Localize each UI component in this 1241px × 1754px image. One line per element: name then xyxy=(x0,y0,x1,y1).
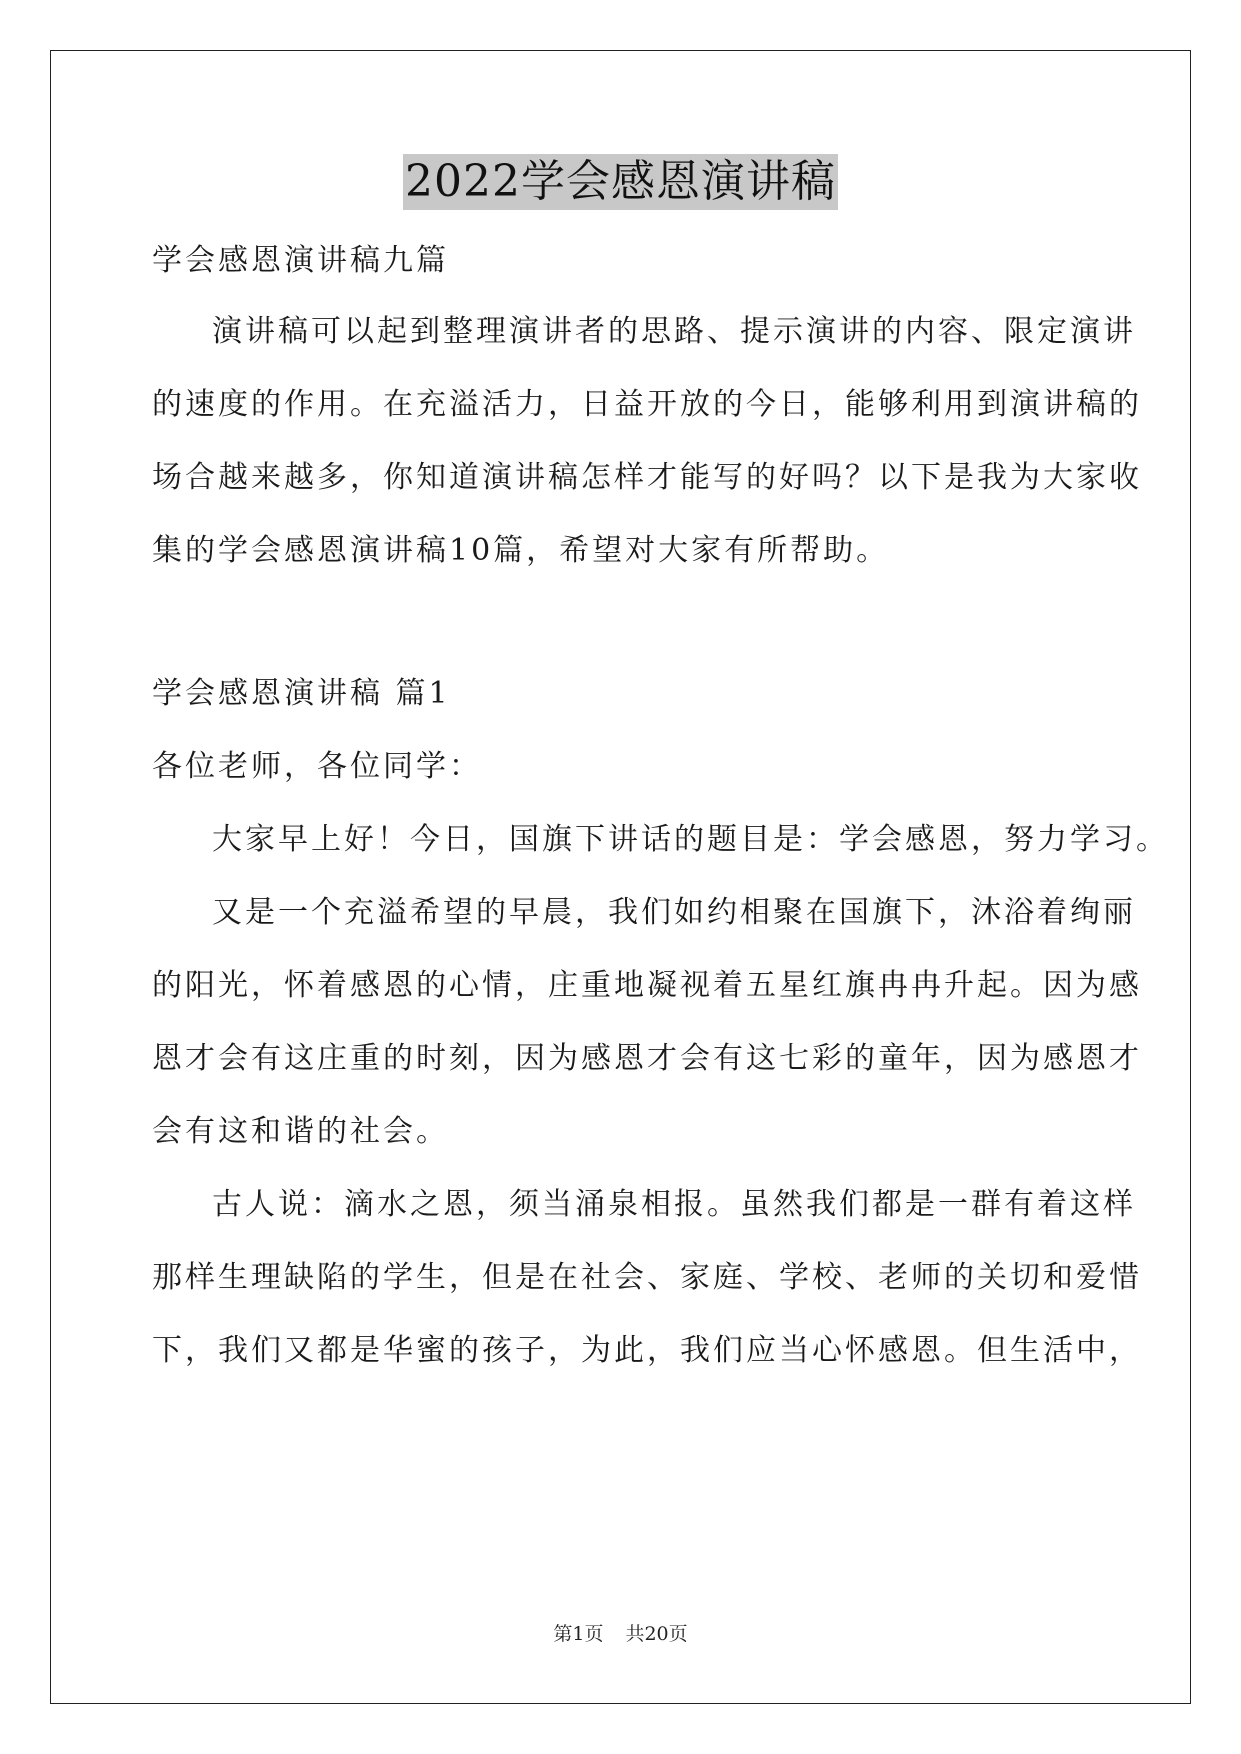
paragraph-line: 集的学会感恩演讲稿10篇，希望对大家有所帮助。 xyxy=(152,533,890,568)
title-container xyxy=(0,154,1241,210)
paragraph-line: 古人说：滴水之恩，须当涌泉相报。虽然我们都是一群有着这样 xyxy=(212,1187,1136,1222)
paragraph-line: 会有这和谐的社会。 xyxy=(152,1114,449,1149)
paragraph-line: 的阳光，怀着感恩的心情，庄重地凝视着五星红旗冉冉升起。因为感 xyxy=(152,968,1142,1003)
subtitle-line: 学会感恩演讲稿九篇 xyxy=(152,243,449,278)
paragraph-line: 恩才会有这庄重的时刻，因为感恩才会有这七彩的童年，因为感恩才 xyxy=(152,1041,1142,1076)
paragraph-line: 下，我们又都是华蜜的孩子，为此，我们应当心怀感恩。但生活中， xyxy=(152,1333,1142,1368)
page-number: 第1页 xyxy=(553,1623,604,1645)
section-heading: 学会感恩演讲稿 篇1 xyxy=(152,676,451,711)
page-border xyxy=(50,50,1191,1704)
salutation-line: 各位老师，各位同学： xyxy=(152,749,482,784)
document-title: 2022学会感恩演讲稿 xyxy=(403,154,838,210)
paragraph-line: 那样生理缺陷的学生，但是在社会、家庭、学校、老师的关切和爱惜 xyxy=(152,1260,1142,1295)
paragraph-line: 演讲稿可以起到整理演讲者的思路、提示演讲的内容、限定演讲 xyxy=(212,314,1136,349)
page-footer xyxy=(0,1622,1241,1646)
page-total: 共20页 xyxy=(625,1623,688,1645)
paragraph-line: 的速度的作用。在充溢活力，日益开放的今日，能够利用到演讲稿的 xyxy=(152,387,1142,422)
paragraph-line: 又是一个充溢希望的早晨，我们如约相聚在国旗下，沐浴着绚丽 xyxy=(212,895,1136,930)
paragraph-line: 大家早上好！今日，国旗下讲话的题目是：学会感恩，努力学习。 xyxy=(212,822,1169,857)
paragraph-line: 场合越来越多，你知道演讲稿怎样才能写的好吗？以下是我为大家收 xyxy=(152,460,1142,495)
